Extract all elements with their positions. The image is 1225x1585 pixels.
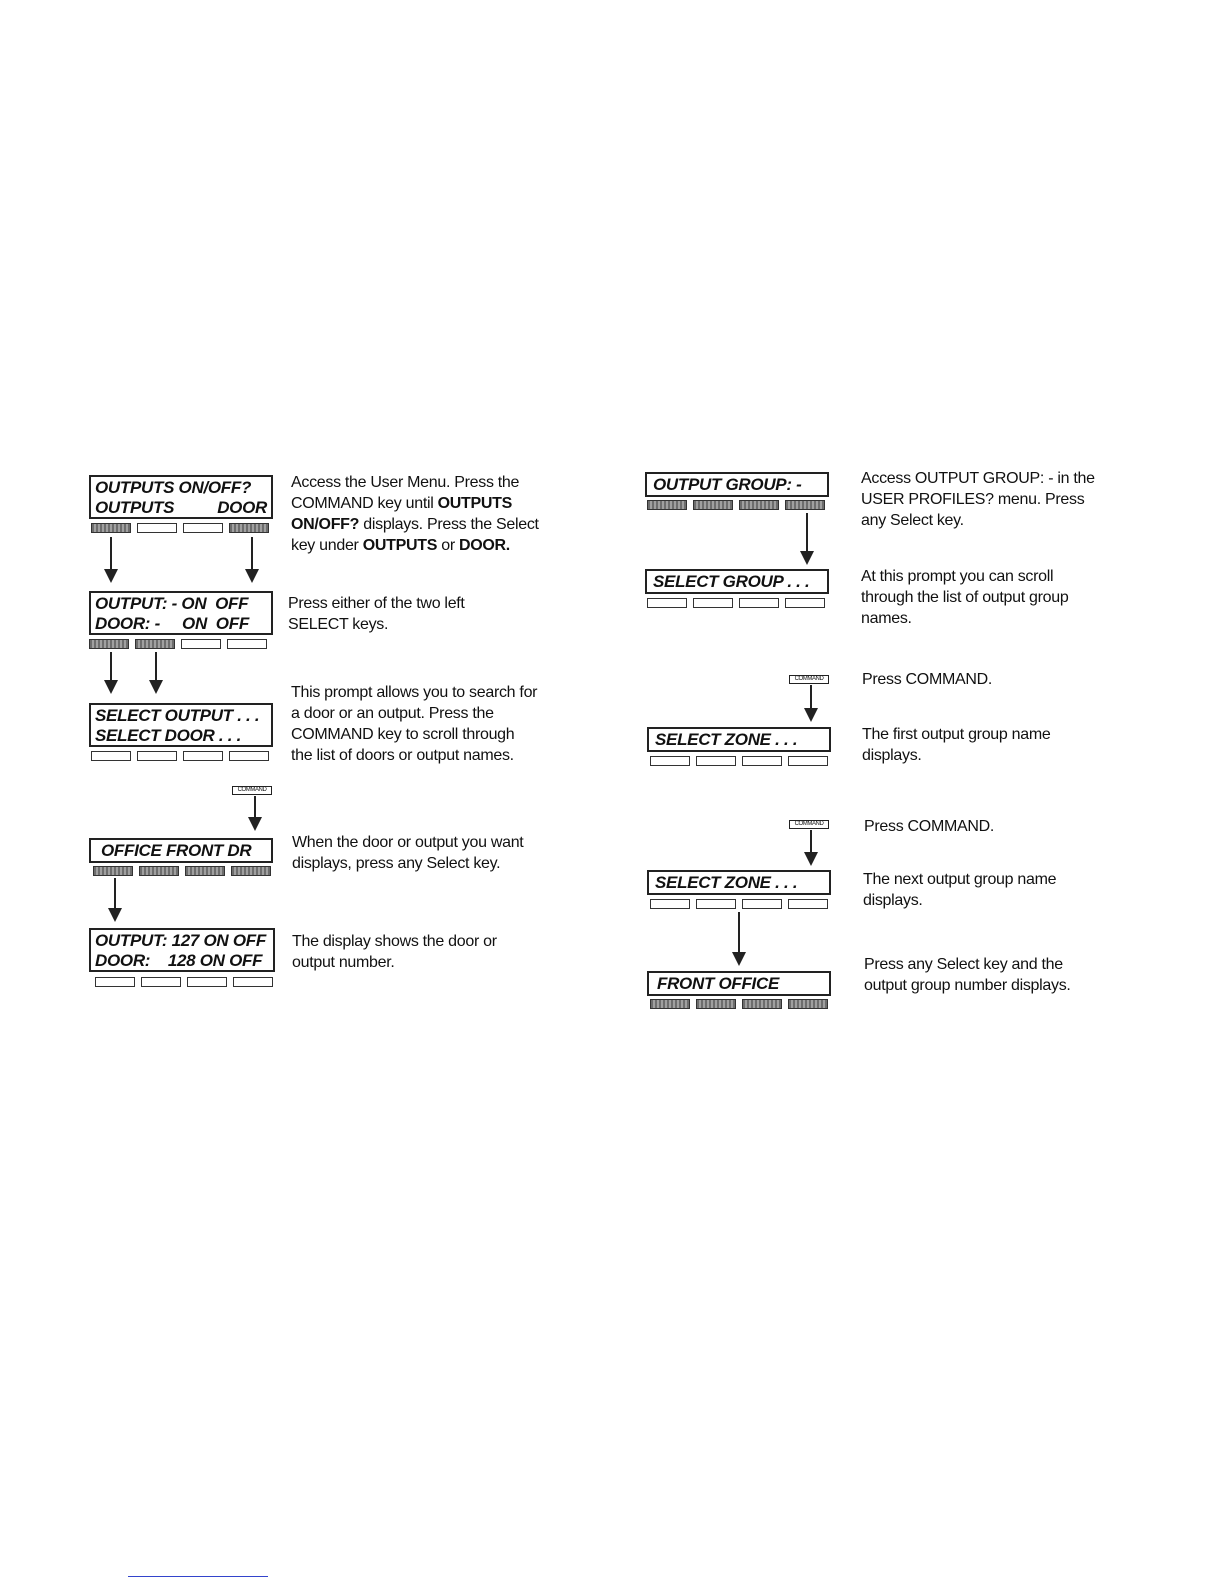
select-key-3[interactable] [739,598,779,608]
step-description: When the door or output you want displays, press any Select key. [292,834,524,872]
lcd-line-2: DOOR: - ON OFF [95,614,249,633]
lcd-line-2: SELECT DOOR . . . [95,726,242,745]
lcd-line-1: OUTPUT GROUP: - [653,475,802,494]
step-description: At this prompt you can scroll through the list of output group names. [861,568,1069,627]
select-key-1[interactable] [89,639,129,649]
step-description: Press either of the two left SELECT keys. [288,595,465,633]
lcd-line-1: OUTPUTS ON/OFF? [95,478,252,497]
select-key-4[interactable] [785,500,825,510]
step-description: The first output group name displays. [862,726,1051,764]
select-key-2[interactable] [696,899,736,909]
footer-rule [128,1576,268,1577]
select-key-3[interactable] [742,756,782,766]
select-key-3[interactable] [742,899,782,909]
select-key-1[interactable] [95,977,135,987]
select-key-4[interactable] [231,866,271,876]
flow-arrow [810,685,812,720]
flow-arrow [738,912,740,964]
lcd-select-zone [647,870,831,895]
select-key-3[interactable] [183,751,223,761]
select-key-4[interactable] [233,977,273,987]
select-keys-row [650,756,828,766]
lcd-output-door-onoff [89,591,273,635]
lcd-select-zone [647,727,831,752]
select-keys-row [650,999,828,1009]
lcd-office-front-dr [89,838,273,863]
select-key-2[interactable] [139,866,179,876]
select-key-3[interactable] [742,999,782,1009]
command-key[interactable]: COMMAND [789,820,829,829]
step-description: The next output group name displays. [863,871,1057,909]
select-keys-row [647,598,825,608]
select-key-4[interactable] [229,523,269,533]
step-description: This prompt allows you to search for a door or an output. Press the COMMAND key to scroll through the list of doors or output names. [291,684,538,764]
lcd-output-group [645,472,829,497]
flow-arrow [114,878,116,920]
select-key-1[interactable] [91,523,131,533]
step-description: Access OUTPUT GROUP: - in the USER PROFILES? menu. Press any Select key. [861,470,1095,529]
select-key-1[interactable] [93,866,133,876]
command-key[interactable]: COMMAND [232,786,272,795]
press-command-text: Press COMMAND. [864,818,995,835]
lcd-outputs-onoff [89,475,273,519]
command-key[interactable]: COMMAND [789,675,829,684]
select-keys-row [91,751,269,761]
flow-arrow [110,652,112,692]
select-key-1[interactable] [650,899,690,909]
select-key-4[interactable] [788,899,828,909]
lcd-line-1: SELECT ZONE . . . [655,730,798,749]
select-key-3[interactable] [739,500,779,510]
select-key-2[interactable] [693,500,733,510]
select-key-4[interactable] [788,999,828,1009]
select-key-2[interactable] [696,756,736,766]
flow-arrow [810,830,812,864]
select-keys-row [93,866,271,876]
lcd-front-office [647,971,831,996]
select-key-1[interactable] [647,500,687,510]
select-key-1[interactable] [647,598,687,608]
select-key-2[interactable] [137,751,177,761]
lcd-line-1: OUTPUT: - ON OFF [95,594,249,613]
lcd-label-outputs: OUTPUTS [95,498,175,517]
step-description: Access the User Menu. Press the COMMAND key until OUTPUTS ON/OFF? displays. Press the Select key under OUTPUTS or DOOR. [291,474,539,554]
lcd-select-group [645,569,829,594]
flow-arrow [110,537,112,581]
select-key-1[interactable] [650,756,690,766]
flow-arrow [155,652,157,692]
select-key-4[interactable] [788,756,828,766]
select-key-4[interactable] [227,639,267,649]
select-key-2[interactable] [693,598,733,608]
select-key-2[interactable] [141,977,181,987]
lcd-line-1: OFFICE FRONT DR [101,841,252,860]
lcd-line-1: OUTPUT: 127 ON OFF [95,931,266,950]
select-keys-row [650,899,828,909]
step-description: Press any Select key and the output group number displays. [864,956,1071,994]
select-key-3[interactable] [187,977,227,987]
flow-arrow [251,537,253,581]
select-key-4[interactable] [785,598,825,608]
select-key-2[interactable] [137,523,177,533]
lcd-line-1: SELECT GROUP . . . [653,572,810,591]
press-command-text: Press COMMAND. [862,671,993,688]
flow-arrow [254,796,256,829]
lcd-select-output-door [89,703,273,747]
select-key-1[interactable] [91,751,131,761]
select-key-2[interactable] [696,999,736,1009]
select-keys-row [647,500,825,510]
select-key-3[interactable] [181,639,221,649]
select-key-1[interactable] [650,999,690,1009]
select-keys-row [91,523,269,533]
step-description: The display shows the door or output number. [292,933,497,971]
lcd-line-1: FRONT OFFICE [657,974,779,993]
select-keys-row [95,977,273,987]
flow-arrow [806,513,808,563]
select-key-4[interactable] [229,751,269,761]
select-key-2[interactable] [135,639,175,649]
lcd-label-door: DOOR [217,498,267,517]
select-keys-row [89,639,267,649]
lcd-line-1: SELECT OUTPUT . . . [95,706,260,725]
lcd-output-door-number [89,928,275,972]
select-key-3[interactable] [185,866,225,876]
select-key-3[interactable] [183,523,223,533]
lcd-line-1: SELECT ZONE . . . [655,873,798,892]
lcd-line-2: DOOR: 128 ON OFF [95,951,263,970]
